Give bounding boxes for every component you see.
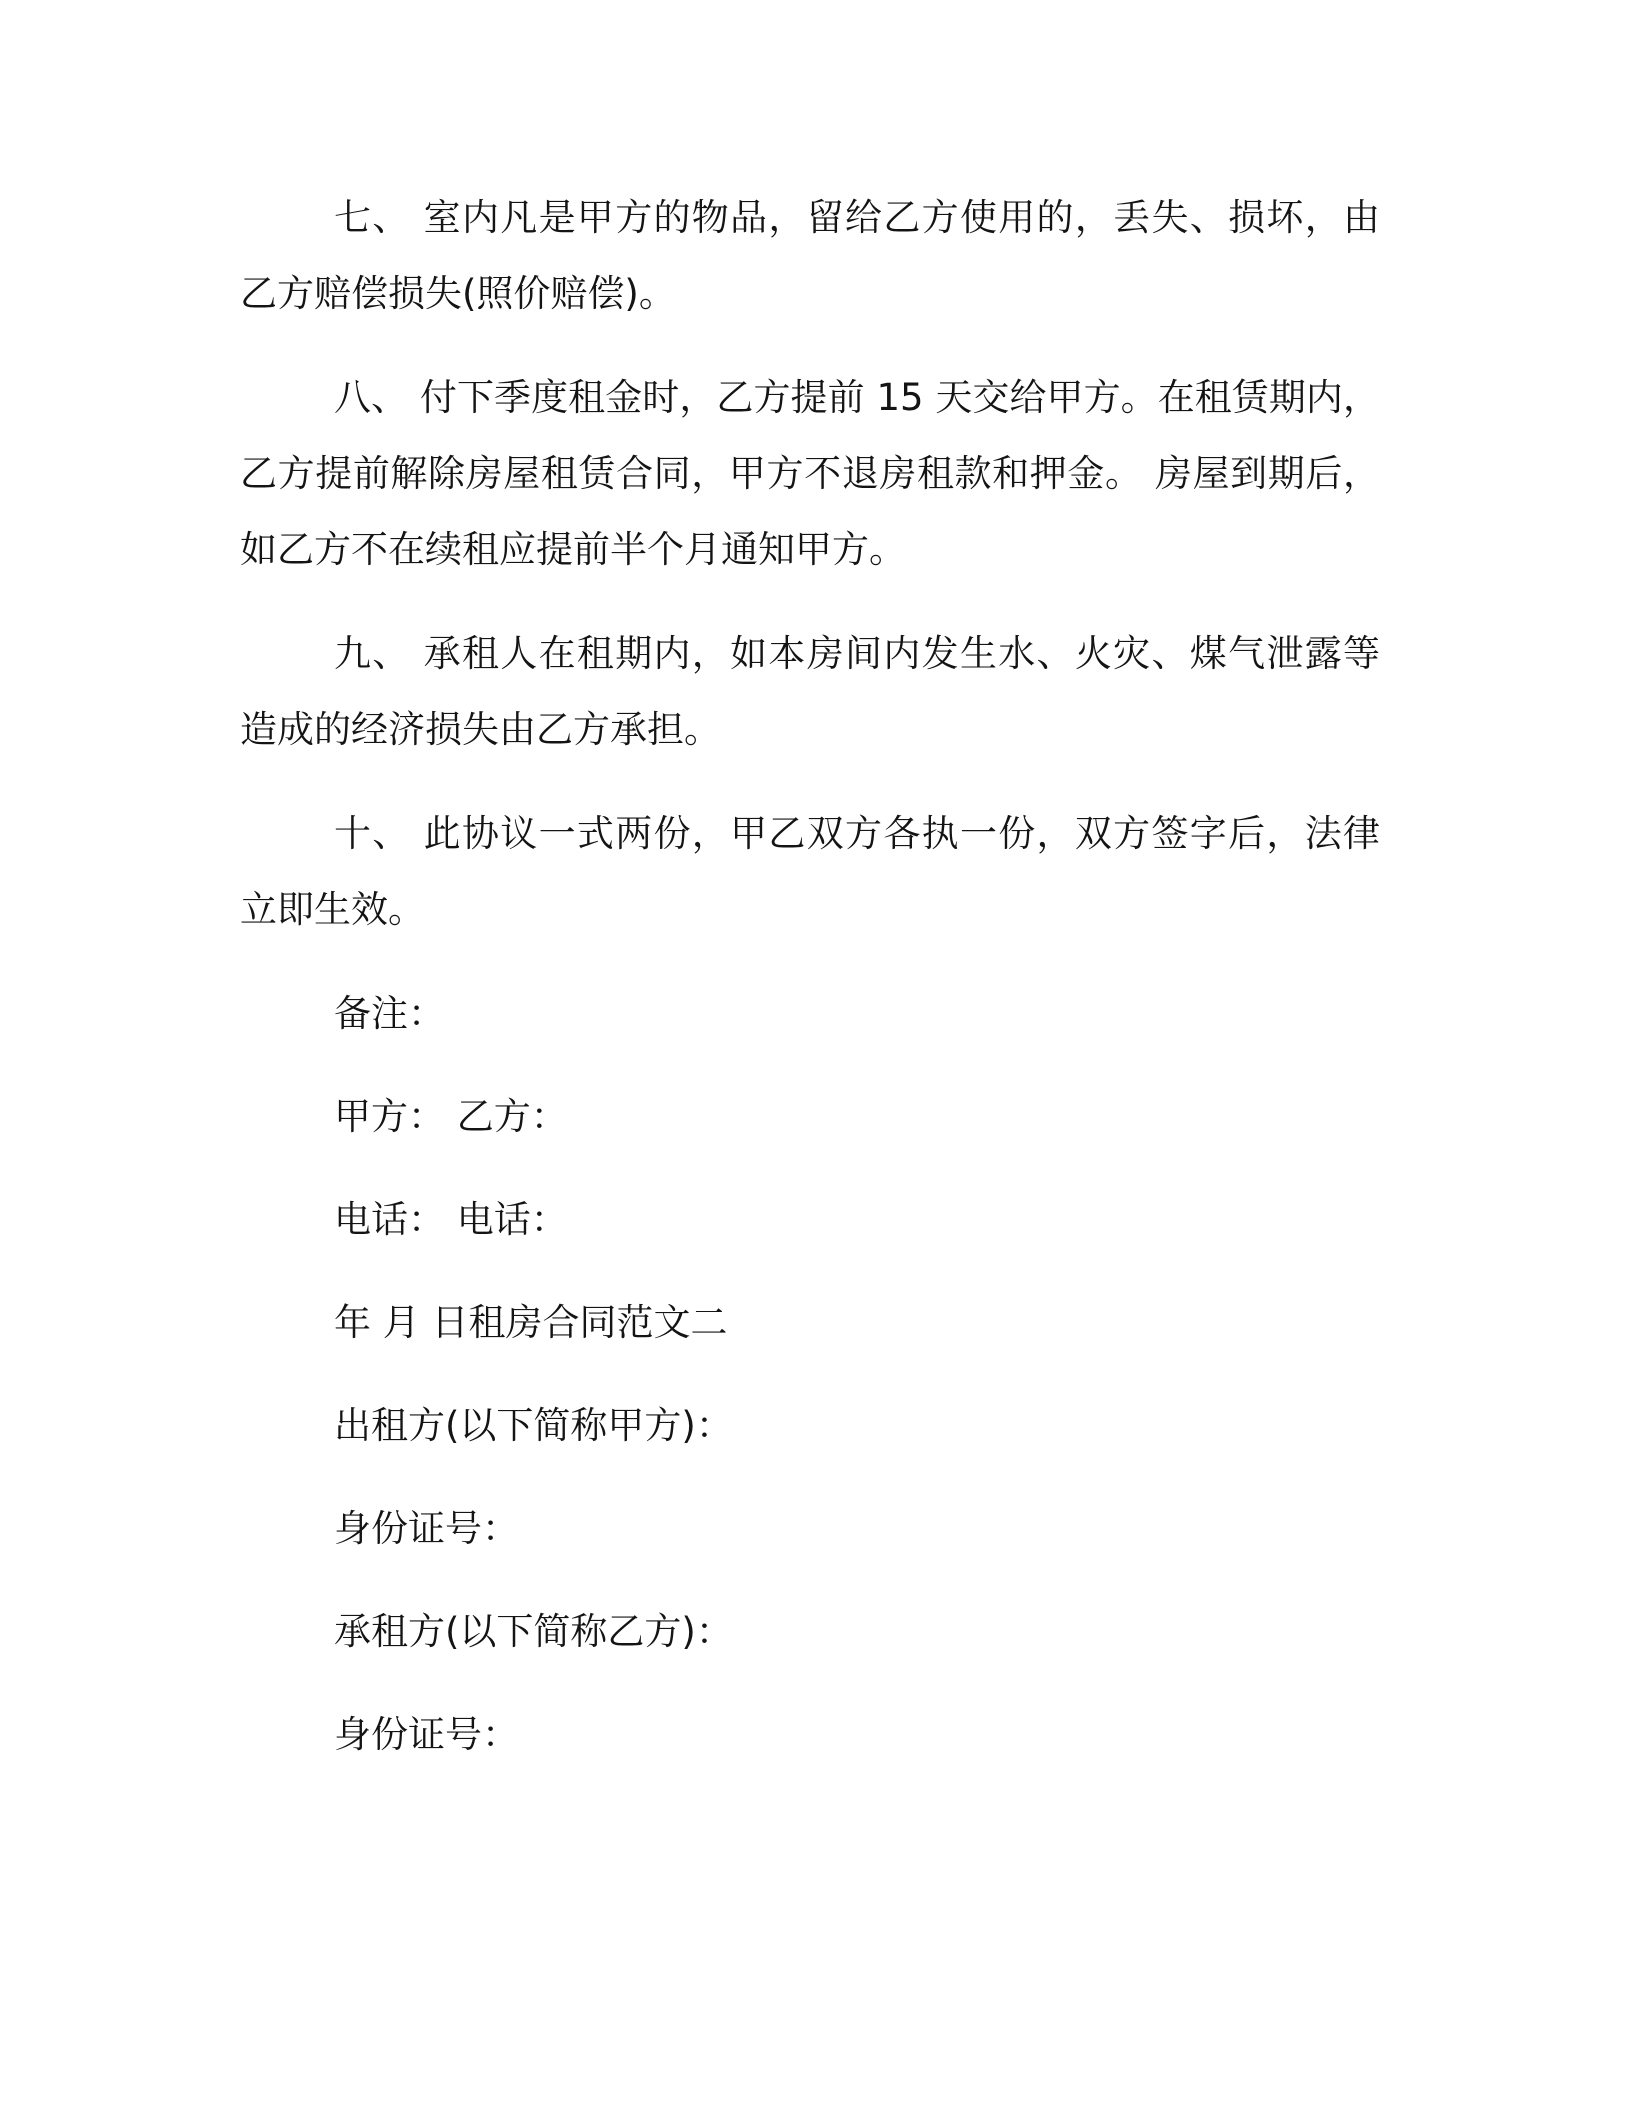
- date-and-contract-title-line: 年 月 日租房合同范文二: [334, 1301, 728, 1344]
- clause-8: 八、 付下季度租金时，乙方提前 15 天交给甲方。在租赁期内，乙方提前解除房屋租赁合同，甲方不退房租款和押金。 房屋到期后，如乙方不在续租应提前半个月通知甲方。: [240, 376, 1380, 571]
- clause-7: 七、 室内凡是甲方的物品，留给乙方使用的，丢失、损坏，由乙方赔偿损失(照价赔偿)。: [240, 196, 1380, 315]
- phone-line: 电话： 电话：: [334, 1198, 568, 1241]
- document-body: [240, 180, 1380, 1800]
- lessor-id-line: 身份证号：: [334, 1507, 519, 1550]
- party-signature-line: 甲方： 乙方：: [334, 1095, 568, 1138]
- lessor-line: 出租方(以下简称甲方)：: [334, 1404, 733, 1447]
- lessee-id-line: 身份证号：: [334, 1713, 519, 1756]
- clause-9: 九、 承租人在租期内，如本房间内发生水、火灾、煤气泄露等造成的经济损失由乙方承担。: [240, 632, 1380, 751]
- lessee-line: 承租方(以下简称乙方)：: [334, 1610, 733, 1653]
- remarks-line: 备注：: [334, 992, 445, 1035]
- clause-10: 十、 此协议一式两份，甲乙双方各执一份，双方签字后，法律立即生效。: [240, 812, 1380, 931]
